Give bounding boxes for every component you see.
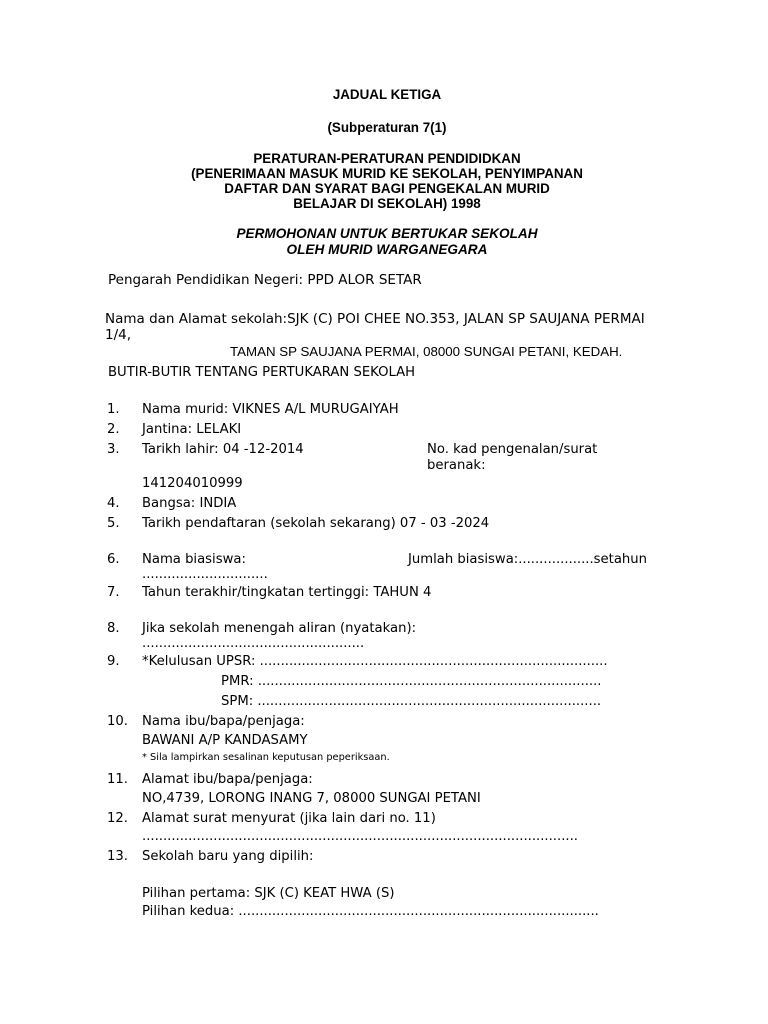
section-title: BUTIR-BUTIR TENTANG PERTUKARAN SEKOLAH <box>108 365 416 380</box>
regulation-line-3: DAFTAR DAN SYARAT BAGI PENGEKALAN MURID <box>224 181 550 196</box>
student-race: Bangsa: INDIA <box>142 496 237 511</box>
mailing-address-label: Alamat surat menyurat (jika lain dari no. 11) <box>142 811 436 826</box>
item-number: 9. <box>107 654 120 669</box>
item-number: 8. <box>107 621 120 636</box>
exam-results-footnote: * Sila lampirkan sesalinan keputusan peperiksaan. <box>142 752 390 763</box>
item-number: 11. <box>107 772 128 787</box>
scholarship-name-blank: .............................. <box>142 567 268 582</box>
guardian-address-label: Alamat ibu/bapa/penjaga: <box>142 772 313 787</box>
guardian-name-value: BAWANI A/P KANDASAMY <box>142 733 308 748</box>
item-number: 12. <box>107 811 128 826</box>
school-name-address-line-3: TAMAN SP SAUJANA PERMAI, 08000 SUNGAI PETANI, KEDAH. <box>230 344 623 359</box>
regulation-line-2: (PENERIMAAN MASUK MURID KE SEKOLAH, PENYIMPANAN <box>191 166 583 181</box>
spm-result: SPM: .................................................................................. <box>221 694 602 709</box>
form-title-line-1: PERMOHONAN UNTUK BERTUKAR SEKOLAH <box>236 226 538 241</box>
scholarship-name-label: Nama biasiswa: <box>142 552 246 567</box>
last-year-attended: Tahun terakhir/tingkatan tertinggi: TAHUN 4 <box>142 585 432 600</box>
regulation-line-1: PERATURAN-PERATURAN PENDIDIDKAN <box>253 151 521 166</box>
pmr-result: PMR: .................................................................................. <box>221 674 602 689</box>
item-number: 13. <box>107 849 128 864</box>
date-of-birth: Tarikh lahir: 04 -12-2014 <box>142 442 304 457</box>
registration-date: Tarikh pendaftaran (sekolah sekarang) 07 - 03 -2024 <box>142 516 490 531</box>
new-school-label: Sekolah baru yang dipilih: <box>142 849 314 864</box>
upsr-result: *Kelulusan UPSR: ................................................................................... <box>142 654 608 669</box>
second-choice-school: Pilihan kedua: ...................................................................................... <box>142 904 599 919</box>
item-number: 4. <box>107 496 120 511</box>
ic-number-label-1: No. kad pengenalan/surat <box>427 442 598 457</box>
item-number: 10. <box>107 714 128 729</box>
regulation-line-4: BELAJAR DI SEKOLAH) 1998 <box>293 196 481 211</box>
secondary-stream-blank: ..................................................... <box>142 636 365 651</box>
student-name: Nama murid: VIKNES A/L MURUGAIYAH <box>142 402 399 417</box>
school-name-address-line-2: 1/4, <box>105 327 132 343</box>
secondary-stream-label: Jika sekolah menengah aliran (nyatakan): <box>142 621 417 636</box>
subregulation-heading: (Subperaturan 7(1) <box>327 120 447 135</box>
schedule-heading: JADUAL KETIGA <box>332 87 442 102</box>
guardian-name-label: Nama ibu/bapa/penjaga: <box>142 714 305 729</box>
mailing-address-blank: ........................................................................................................ <box>142 829 578 844</box>
item-number: 6. <box>107 552 120 567</box>
item-number: 3. <box>107 442 120 457</box>
student-gender: Jantina: LELAKI <box>142 422 242 437</box>
item-number: 2. <box>107 422 120 437</box>
item-number: 5. <box>107 516 120 531</box>
scholarship-amount: Jumlah biasiswa:..................setahun <box>408 552 647 567</box>
state-education-director: Pengarah Pendidikan Negeri: PPD ALOR SETAR <box>108 272 422 288</box>
school-name-address-line-1: Nama dan Alamat sekolah:SJK (C) POI CHEE NO.353, JALAN SP SAUJANA PERMAI <box>105 311 645 327</box>
first-choice-school: Pilihan pertama: SJK (C) KEAT HWA (S) <box>142 886 395 901</box>
ic-number-value: 141204010999 <box>142 476 243 491</box>
item-number: 1. <box>107 402 120 417</box>
form-title-line-2: OLEH MURID WARGANEGARA <box>286 242 488 257</box>
ic-number-label-2: beranak: <box>427 458 486 473</box>
item-number: 7. <box>107 585 120 600</box>
guardian-address-value: NO,4739, LORONG INANG 7, 08000 SUNGAI PETANI <box>142 791 481 806</box>
